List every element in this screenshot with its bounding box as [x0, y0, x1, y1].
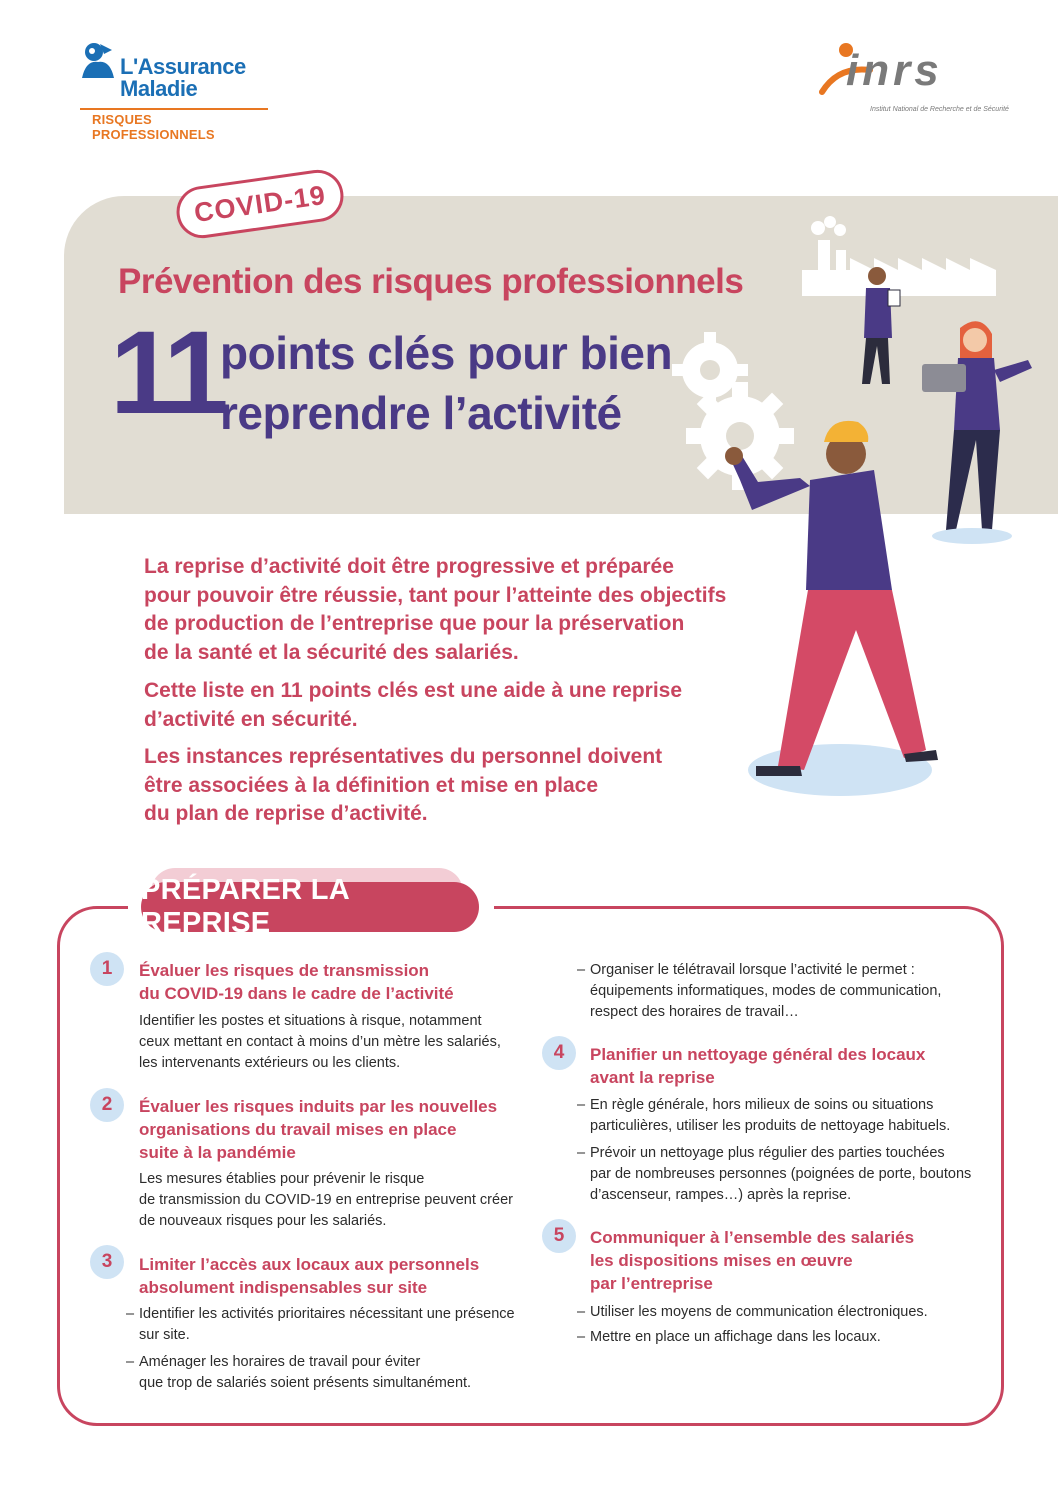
hero-subtitle: Prévention des risques professionnels — [118, 262, 744, 301]
bullet-line: par de nombreuses personnes (poignées de porte, boutons — [590, 1166, 972, 1182]
assurance-maladie-logo — [78, 38, 273, 142]
bullet-item — [577, 1095, 951, 1137]
hero-number: 11 — [110, 307, 223, 439]
dash-icon: – — [577, 1304, 586, 1320]
assurance-logo-line2: Maladie — [120, 76, 198, 101]
bullet-line: En règle générale, hors milieux de soins ou situations — [590, 1097, 934, 1113]
bullet-line: respect des horaires de travail… — [590, 1004, 799, 1020]
bullet-line: Aménager les horaires de travail pour éviter — [139, 1354, 421, 1370]
item-title-line: Limiter l’accès aux locaux aux personnels — [139, 1255, 480, 1274]
item-title-line: Communiquer à l’ensemble des salariés — [590, 1228, 915, 1247]
bullet-line: particulières, utiliser les produits de nettoyage habituels. — [590, 1118, 951, 1134]
bullet-item — [126, 1352, 472, 1394]
item-1-body — [139, 1011, 501, 1074]
item-title-line: Évaluer les risques induits par les nouvelles — [139, 1097, 498, 1116]
intro-paragraph-2 — [144, 677, 682, 734]
factory-icon — [802, 216, 996, 296]
item-body-line: Identifier les postes et situations à risque, notamment — [139, 1013, 482, 1029]
item-title-line: par l’entreprise — [590, 1274, 713, 1293]
assurance-logo-line1: L'Assurance — [120, 54, 246, 79]
bullet-line: Utiliser les moyens de communication électroniques. — [590, 1304, 928, 1320]
intro-p3-line: être associées à la définition et mise en place — [144, 773, 599, 797]
inrs-wordmark: inrs — [846, 46, 943, 95]
item-title-line: suite à la pandémie — [139, 1143, 296, 1162]
intro-paragraph-1 — [144, 553, 726, 667]
bullet-line: Mettre en place un affichage dans les locaux. — [590, 1329, 881, 1345]
intro-p1-line: de la santé et la sécurité des salariés. — [144, 640, 519, 664]
item-5-title — [590, 1226, 914, 1295]
intro-p1-line: de production de l’entreprise que pour la préservation — [144, 612, 685, 635]
bullet-line: d’ascenseur, rampes…) après la reprise. — [590, 1187, 852, 1203]
bullet-line: Prévoir un nettoyage plus régulier des parties touchées — [590, 1145, 945, 1161]
item-body-line: Les mesures établies pour prévenir le risque — [139, 1171, 425, 1187]
assurance-maladie-emblem-icon — [78, 40, 118, 80]
woman-with-laptop — [922, 321, 1032, 544]
illustration — [660, 210, 1058, 810]
dash-icon: – — [126, 1306, 135, 1322]
item-2-title — [139, 1095, 497, 1164]
item-title-line: les dispositions mises en œuvre — [590, 1251, 853, 1270]
worker-with-helmet — [725, 421, 938, 796]
assurance-logo-subtitle: RISQUES PROFESSIONNELS — [92, 112, 215, 142]
item-title-line: absolument indispensables sur site — [139, 1278, 428, 1297]
intro-p2-line: d’activité en sécurité. — [144, 707, 358, 731]
item-body-line: ceux mettant en contact à moins d’un mètre les salariés, — [139, 1034, 501, 1050]
bullet-line: Organiser le télétravail lorsque l’activité le permet : — [590, 962, 915, 978]
intro-p1-line: pour pouvoir être réussie, tant pour l’atteinte des objectifs — [144, 583, 727, 607]
section-title: PRÉPARER LA REPRISE — [141, 882, 479, 932]
item-number-badge: 3 — [90, 1245, 124, 1279]
bullet-line: équipements informatiques, modes de communication, — [590, 983, 942, 999]
item-3-title — [139, 1253, 479, 1299]
inrs-subtitle: Institut National de Recherche et de Sécurité — [870, 106, 1009, 113]
hero-title-line2: reprendre l’activité — [220, 387, 622, 439]
bullet-item — [577, 1143, 972, 1206]
dash-icon: – — [577, 962, 586, 978]
item-body-line: de transmission du COVID-19 en entreprise peuvent créer — [139, 1192, 513, 1208]
item-number-badge: 2 — [90, 1088, 124, 1122]
item-title-line: Évaluer les risques de transmission — [139, 961, 430, 980]
bullet-item — [577, 960, 942, 1023]
intro-paragraph-3 — [144, 743, 662, 829]
intro-p3-line: Les instances représentatives du personnel doivent — [144, 745, 663, 768]
item-number-badge: 1 — [90, 952, 124, 986]
dash-icon: – — [577, 1145, 586, 1161]
intro-p2-line: Cette liste en 11 points clés est une aide à une reprise — [144, 679, 683, 702]
bullet-line: que trop de salariés soient présents simultanément. — [139, 1375, 472, 1391]
intro-p1-line: La reprise d’activité doit être progressive et préparée — [144, 555, 674, 578]
intro-p3-line: du plan de reprise d’activité. — [144, 802, 428, 825]
item-number-badge: 5 — [542, 1219, 576, 1253]
item-body-line: les intervenants extérieurs ou les clients. — [139, 1055, 401, 1071]
dash-icon: – — [577, 1329, 586, 1345]
dash-icon: – — [577, 1097, 586, 1113]
inrs-logo — [818, 40, 1018, 120]
hero-title-line1: points clés pour bien — [220, 327, 673, 379]
bullet-item — [577, 1327, 881, 1348]
bullet-item — [577, 1302, 928, 1323]
item-title-line: du COVID-19 dans le cadre de l’activité — [139, 984, 454, 1003]
item-2-body — [139, 1169, 513, 1232]
dash-icon: – — [126, 1354, 135, 1370]
item-title-line: organisations du travail mises en place — [139, 1120, 457, 1139]
item-title-line: avant la reprise — [590, 1068, 715, 1087]
item-1-title — [139, 959, 454, 1005]
item-title-line: Planifier un nettoyage général des locaux — [590, 1045, 926, 1064]
gear-icon — [672, 332, 794, 490]
item-number-badge: 4 — [542, 1036, 576, 1070]
item-body-line: de nouveaux risques pour les salariés. — [139, 1213, 387, 1229]
covid-badge: COVID-19 — [173, 167, 347, 242]
bullet-line: sur site. — [139, 1327, 190, 1343]
item-4-title — [590, 1043, 925, 1089]
bullet-line: Identifier les activités prioritaires nécessitant une présence — [139, 1306, 515, 1322]
logo-divider — [80, 108, 268, 110]
bullet-item — [126, 1304, 515, 1346]
